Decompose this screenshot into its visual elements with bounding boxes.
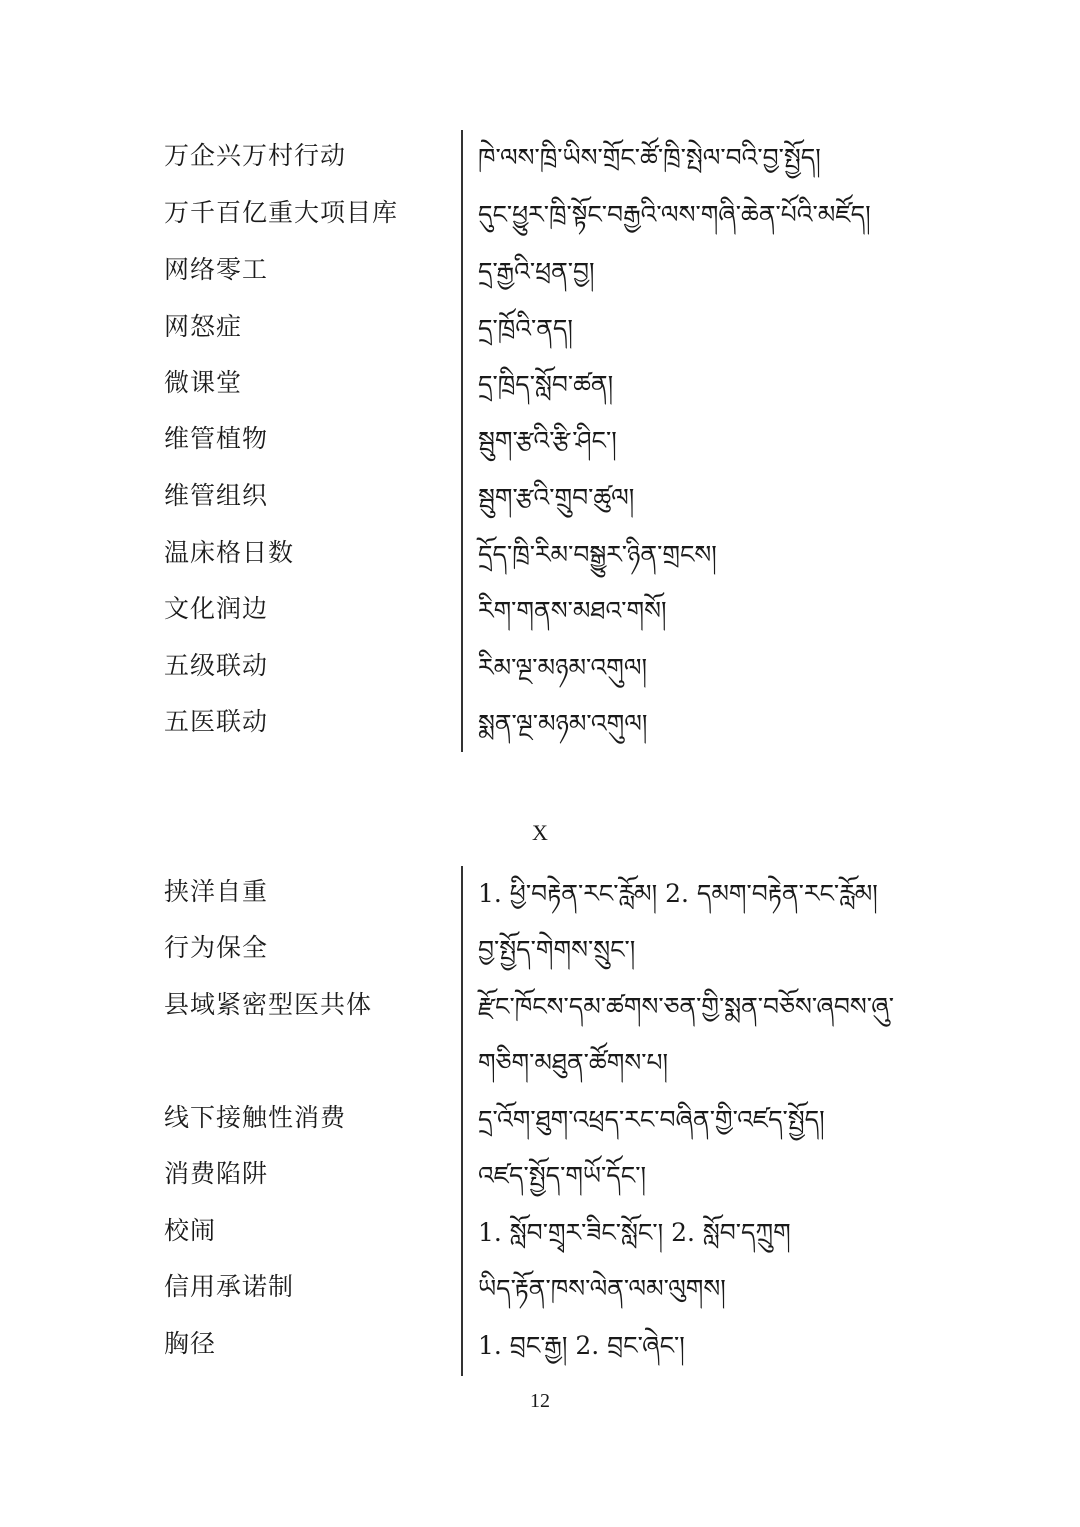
chinese-term: 维管植物 <box>164 424 269 453</box>
tibetan-term: རིག་གནས་མཐའ་གསོ། <box>478 596 667 625</box>
glossary-row <box>0 989 1080 1045</box>
tibetan-term: 1. བྲང་རྒྱ། 2. བྲང་ཞེང་། <box>478 1331 685 1360</box>
glossary-row <box>0 932 1080 988</box>
glossary-row <box>0 1102 1080 1158</box>
tibetan-term: བྱ་སྤྱོད་གེགས་སྲུང་། <box>478 935 636 964</box>
tibetan-term: དྲ་རྒྱའི་ཕྲན་བྱ། <box>478 257 595 286</box>
section-letter-heading: X <box>532 820 548 845</box>
tibetan-term: དྲོད་ཁྲི་རིམ་བསྒྱུར་ཉིན་གྲངས། <box>478 540 717 569</box>
tibetan-term: རིམ་ལྔ་མཉམ་འགུལ། <box>478 653 648 682</box>
chinese-term: 万企兴万村行动 <box>164 141 347 170</box>
chinese-term: 网络零工 <box>164 255 269 284</box>
glossary-row <box>0 650 1080 706</box>
glossary-row <box>0 1158 1080 1214</box>
chinese-term: 万千百亿重大项目库 <box>164 198 399 227</box>
glossary-row <box>0 1271 1080 1327</box>
chinese-term: 胸径 <box>164 1329 217 1358</box>
tibetan-term: རྫོང་ཁོངས་དམ་ཚགས་ཅན་གྱི་སྨན་བཅོས་ཞབས་ཞུ་ <box>478 992 895 1021</box>
glossary-row <box>0 1328 1080 1384</box>
glossary-row <box>0 367 1080 423</box>
tibetan-term: 1. སློབ་གྲྭར་ཟིང་སློང་། 2. སློབ་དཀྲུག <box>478 1218 791 1247</box>
tibetan-term: སྦུག་རྩའི་གྲུབ་ཚུལ། <box>478 483 635 512</box>
chinese-term: 五级联动 <box>164 651 269 680</box>
tibetan-term: དུང་ཕྱུར་ཁྲི་སྟོང་བརྒྱའི་ལས་གཞི་ཆེན་པོའི་མཛོད། <box>478 200 871 229</box>
page-number: 12 <box>530 1390 550 1412</box>
glossary-row <box>0 537 1080 593</box>
tibetan-term: 1. ཕྱི་བརྟེན་རང་རློམ། 2. དམག་བརྟེན་རང་རློམ། <box>478 879 878 908</box>
chinese-term: 消费陷阱 <box>164 1159 269 1188</box>
glossary-row <box>0 423 1080 479</box>
tibetan-term: དྲ་ཁྲིད་སློབ་ཚན། <box>478 370 614 399</box>
chinese-term: 校闹 <box>164 1216 217 1245</box>
tibetan-term: དྲ་ཁྲོའི་ནད། <box>478 314 573 343</box>
glossary-row <box>0 197 1080 253</box>
chinese-term: 网怒症 <box>164 312 243 341</box>
glossary-row <box>0 480 1080 536</box>
chinese-term: 文化润边 <box>164 594 269 623</box>
chinese-term: 线下接触性消费 <box>164 1103 347 1132</box>
chinese-term: 维管组织 <box>164 481 269 510</box>
chinese-term: 温床格日数 <box>164 538 295 567</box>
chinese-term: 县域紧密型医共体 <box>164 990 373 1019</box>
tibetan-term: སྦུག་རྩའི་རྩི་ཤིང་། <box>478 426 617 455</box>
tibetan-term: ཁེ་ལས་ཁྲི་ཡིས་གྲོང་ཚོ་ཁྲི་སྤེལ་བའི་བྱ་སྤྱོད། <box>478 143 821 172</box>
tibetan-term: སྨན་ལྔ་མཉམ་འགུལ། <box>478 709 648 738</box>
glossary-row <box>0 1215 1080 1271</box>
tibetan-term: དྲ་འོག་ཐུག་འཕྲད་རང་བཞིན་གྱི་འཛད་སྤྱོད། <box>478 1105 825 1134</box>
chinese-term: 行为保全 <box>164 933 269 962</box>
tibetan-term: འཛད་སྤྱོད་གཡོ་དོང་། <box>478 1161 647 1190</box>
chinese-term: 微课堂 <box>164 368 243 397</box>
tibetan-term: ཡིད་རྟོན་ཁས་ལེན་ལམ་ལུགས། <box>478 1274 726 1303</box>
glossary-row <box>0 706 1080 762</box>
chinese-term: 信用承诺制 <box>164 1272 295 1301</box>
glossary-row <box>0 254 1080 310</box>
glossary-row <box>0 593 1080 649</box>
glossary-row <box>0 140 1080 196</box>
tibetan-term: གཅིག་མཐུན་ཚོགས་པ། <box>478 1048 669 1077</box>
glossary-row <box>0 876 1080 932</box>
chinese-term: 挟洋自重 <box>164 877 269 906</box>
glossary-row <box>0 311 1080 367</box>
glossary-row-continuation <box>0 1045 1080 1101</box>
chinese-term: 五医联动 <box>164 707 269 736</box>
